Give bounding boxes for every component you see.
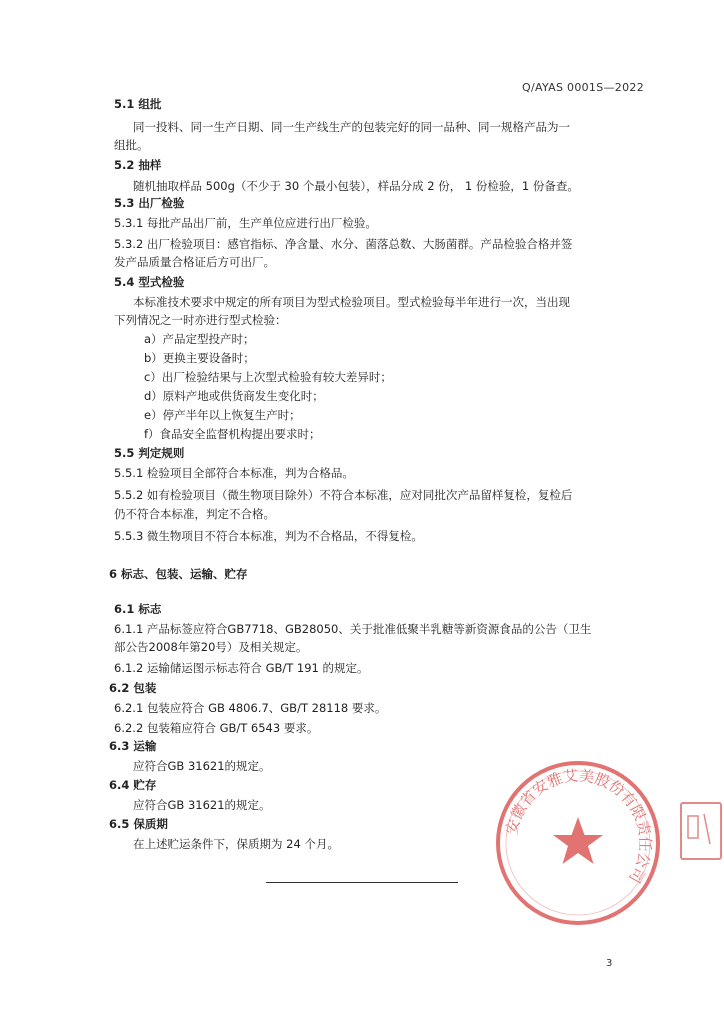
section-5-4-text: 本标准技术要求中规定的所有项目为型式检验项目。型式检验每半年进行一次，当出现: [133, 295, 570, 309]
section-5-4-item-a: a）产品定型投产时；: [144, 332, 255, 346]
section-5-3-heading: 5.3 出厂检验: [114, 196, 185, 210]
section-6-3-heading: 6.3 运输: [109, 739, 157, 753]
side-stamp: [678, 800, 724, 862]
section-6-4-heading: 6.4 贮存: [109, 778, 157, 792]
section-6-5-heading: 6.5 保质期: [109, 817, 168, 831]
section-5-4-text-cont: 下列情况之一时亦进行型式检验：: [114, 313, 287, 327]
seal-text: 安徽省安雅艾美股份有限责任公司: [502, 766, 655, 887]
section-5-5-3-text: 5.5.3 微生物项目不符合本标准，判为不合格品，不得复检。: [114, 529, 423, 543]
section-5-2-heading: 5.2 抽样: [114, 158, 162, 172]
section-6-4-text: 应符合GB 31621的规定。: [133, 798, 271, 812]
section-5-5-2-text-cont: 仍不符合本标准，判定不合格。: [114, 507, 275, 521]
section-6-2-2-text: 6.2.2 包装箱应符合 GB/T 6543 要求。: [114, 721, 319, 735]
section-6-1-2-text: 6.1.2 运输储运图示标志符合 GB/T 191 的规定。: [114, 661, 369, 675]
section-5-3-1-text: 5.3.1 每批产品出厂前，生产单位应进行出厂检验。: [114, 216, 377, 230]
section-5-4-item-f: f）食品安全监督机构提出要求时；: [144, 427, 321, 441]
side-stamp-mark-line: [704, 814, 710, 844]
section-5-1-text-cont: 组批。: [114, 138, 149, 152]
section-6-3-text: 应符合GB 31621的规定。: [133, 759, 271, 773]
section-5-5-2-text: 5.5.2 如有检验项目（微生物项目除外）不符合本标准，应对同批次产品留样复检，复检后: [114, 488, 573, 502]
section-5-4-item-e: e）停产半年以上恢复生产时；: [144, 408, 301, 422]
section-5-1-text: 同一投料、同一生产日期、同一生产线生产的包装完好的同一品种、同一规格产品为一: [133, 120, 570, 134]
section-5-1-heading: 5.1 组批: [114, 97, 162, 111]
section-5-4-item-b: b）更换主要设备时；: [144, 351, 255, 365]
side-stamp-mark: [688, 816, 698, 838]
section-5-3-2-text: 5.3.2 出厂检验项目：感官指标、净含量、水分、菌落总数、大肠菌群。产品检验合格并签: [114, 237, 573, 251]
end-rule: [266, 882, 458, 883]
section-6-heading: 6 标志、包装、运输、贮存: [109, 567, 248, 581]
section-5-4-item-d: d）原料产地或供货商发生变化时；: [144, 389, 324, 403]
section-5-2-text: 随机抽取样品 500g（不少于 30 个最小包装），样品分成 2 份， 1 份检验，1 份备查。: [133, 179, 579, 193]
section-6-1-heading: 6.1 标志: [114, 602, 162, 616]
section-5-4-item-c: c）出厂检验结果与上次型式检验有较大差异时；: [144, 370, 392, 384]
section-5-4-heading: 5.4 型式检验: [114, 275, 185, 289]
side-stamp-frame: [681, 803, 721, 859]
page-number: 3: [606, 958, 613, 969]
section-5-3-2-text-cont: 发产品质量合格证后方可出厂。: [114, 255, 275, 269]
document-code: Q/AYAS 0001S—2022: [522, 81, 644, 94]
section-5-5-heading: 5.5 判定规则: [114, 446, 185, 460]
seal-star: [553, 817, 603, 864]
section-6-1-1-text: 6.1.1 产品标签应符合GB7718、GB28050、关于批准低聚半乳糖等新资源食品的公告（卫生: [114, 622, 592, 636]
section-6-2-1-text: 6.2.1 包装应符合 GB 4806.7、GB/T 28118 要求。: [114, 701, 387, 715]
company-seal: [492, 757, 664, 929]
section-5-5-1-text: 5.5.1 检验项目全部符合本标准，判为合格品。: [114, 466, 354, 480]
section-6-2-heading: 6.2 包装: [109, 681, 157, 695]
section-6-1-1-text-cont: 部公告2008年第20号）及相关规定。: [114, 640, 308, 654]
section-6-5-text: 在上述贮运条件下，保质期为 24 个月。: [133, 837, 339, 851]
